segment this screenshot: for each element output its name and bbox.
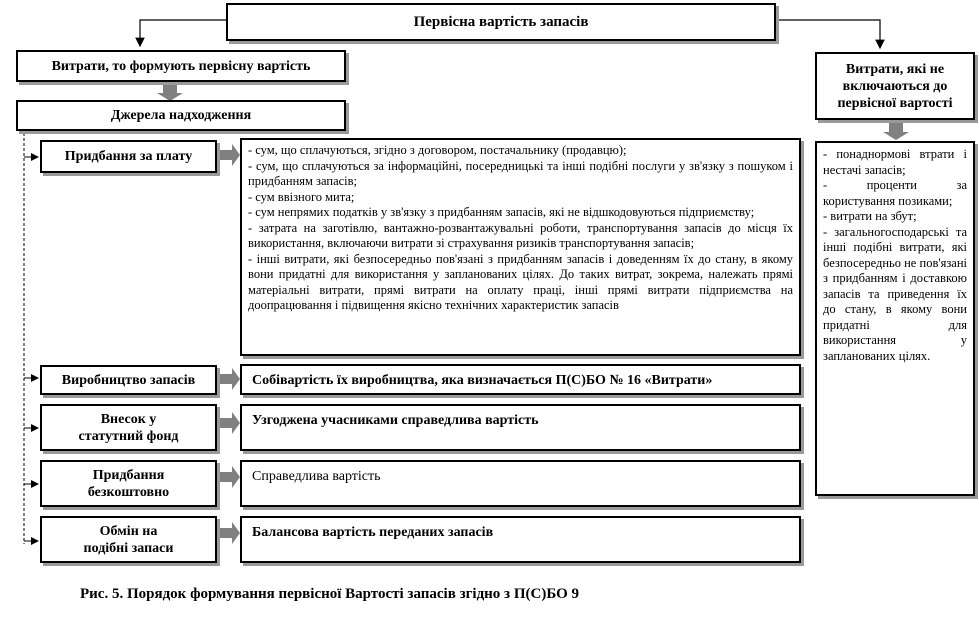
list-item: - сум, що сплачуються, згідно з договором, постачальнику (продавцю); bbox=[248, 143, 627, 157]
list-item: - витрати на збут; bbox=[823, 209, 917, 223]
source-label-contribution: Внесок у статутний фонд bbox=[40, 404, 217, 451]
source-label-free: Придбання безкоштовно bbox=[40, 460, 217, 507]
source-label-purchase: Придбання за плату bbox=[40, 140, 217, 173]
right-header-down-arrow bbox=[883, 132, 909, 140]
purchase-costs-list bbox=[240, 138, 801, 356]
source-label-exchange: Обмін на подібні запаси bbox=[40, 516, 217, 563]
title-right-connector bbox=[776, 20, 880, 48]
list-item: - понаднормові втрати і нестачі запасів; bbox=[823, 147, 967, 177]
included-costs-header: Витрати, то формують первісну вартість bbox=[16, 50, 346, 82]
list-item: - проценти за користування позиками; bbox=[823, 178, 967, 208]
list-item: - сум ввізного мита; bbox=[248, 189, 355, 204]
sources-header: Джерела надходження bbox=[16, 100, 346, 131]
title-left-connector bbox=[140, 20, 226, 46]
contribution-value: Узгоджена учасниками справедлива вартість bbox=[240, 404, 801, 451]
list-item: - сум, що сплачуються за інформаційні, посередницькі та інші подібні послуги у зв'язку з пошуком і придбанням запасів; bbox=[248, 158, 793, 188]
list-item: - загальногосподарські та інші подібні витрати, які безпосередньо не пов'язані з придбанням і доставкою запасів та приведення їх до стану, в якому вони придатні для використання у запланованих цілях. bbox=[823, 224, 967, 363]
list-item: - затрата на заготівлю, вантажно-розвантажувальні роботи, транспортування запасів до місця їх використання, включаючи витрати зі страхування ризиків транспортування запасів; bbox=[248, 220, 793, 250]
excluded-costs-list bbox=[815, 141, 975, 496]
production-value: Собівартість їх виробництва, яка визначається П(С)БО № 16 «Витрати» bbox=[240, 364, 801, 395]
figure-caption: Рис. 5. Порядок формування первісної Вартості запасів згідно з П(С)БО 9 bbox=[80, 586, 580, 602]
list-item: - сум непрямих податків у зв'язку з придбанням запасів, які не відшкодовуються підприємству; bbox=[248, 205, 755, 219]
diagram-title: Первісна вартість запасів bbox=[226, 3, 776, 41]
free-value: Справедлива вартість bbox=[240, 460, 801, 507]
exchange-value: Балансова вартість переданих запасів bbox=[240, 516, 801, 563]
source-label-production: Виробництво запасів bbox=[40, 365, 217, 395]
excluded-costs-header: Витрати, які не включаються до первісної вартості bbox=[815, 52, 975, 120]
list-item: - інші витрати, які безпосередньо пов'язані з придбанням запасів і доведенням їх до стану, в якому вони придатні для використання у запланованих цілях. До таких витрат, зокрема, належать прямі матеріальні витрати, прямі витрати на оплату праці, інші прямі витрати підприємства на доопрацювання і підвищення якісно технічних характеристик запасів bbox=[248, 251, 793, 312]
